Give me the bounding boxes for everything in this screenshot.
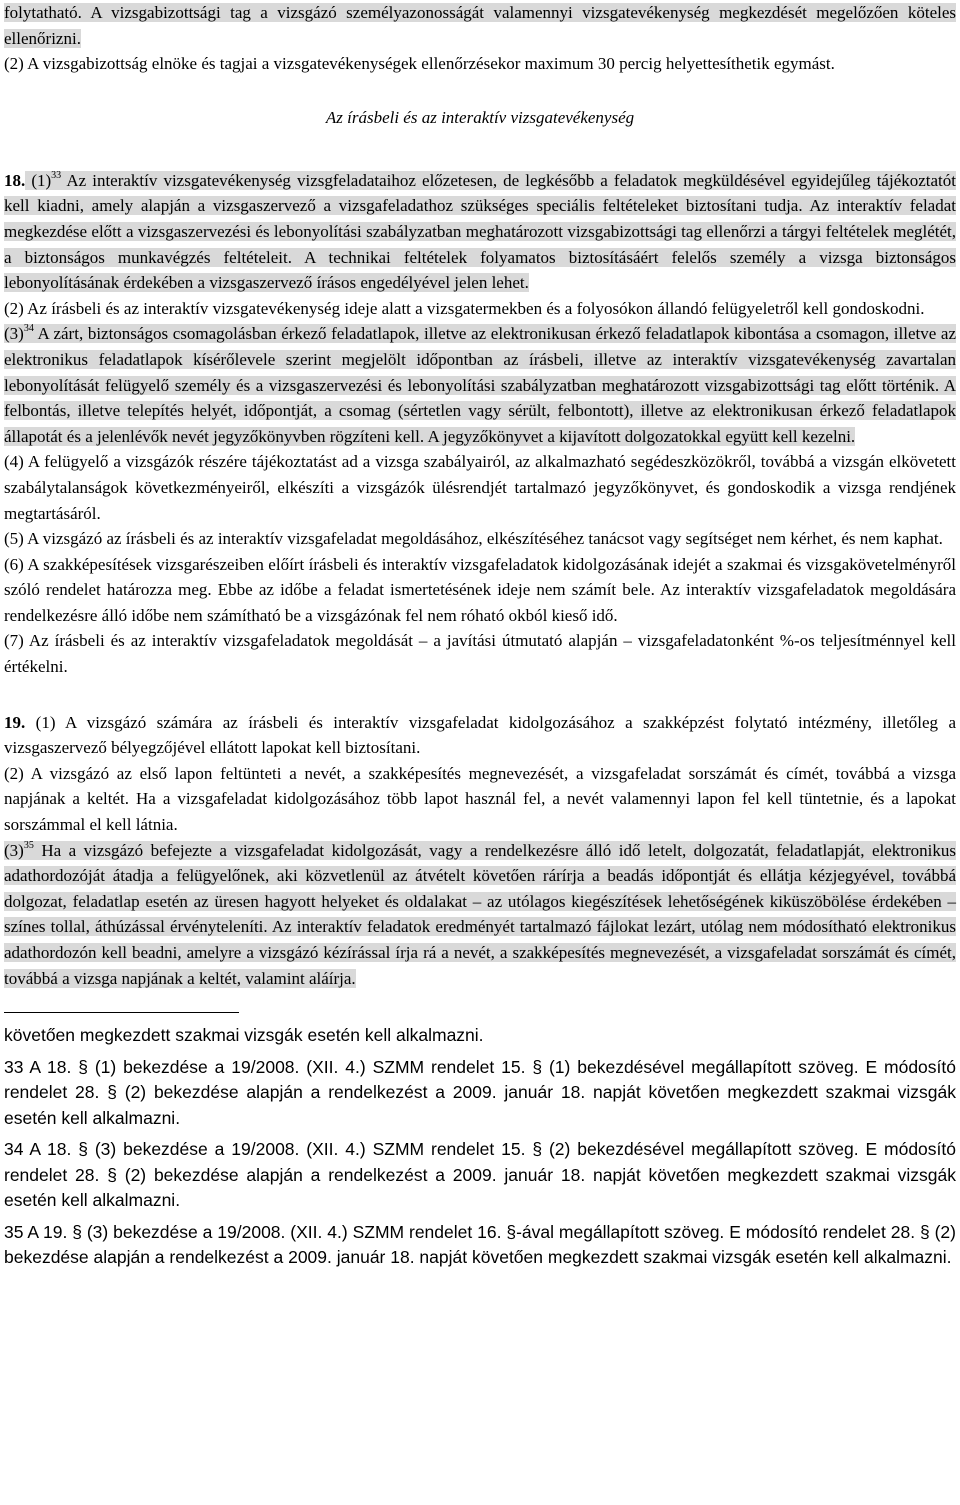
paragraph-18-4: (4) A felügyelő a vizsgázók részére tájékoztatást ad a vizsga szabályairól, az alkalmazható segédeszközökről, továbbá a vizsgán elkövetett szabálytalanságok következményeiről, elkészíti a vizsgázók ülésrendjét tartalmazó jegyzőkönyvet, és gondoskodik a vizsga rendjének megtartásáról. xyxy=(4,452,956,523)
highlighted-text-18-3: $(3)^{34}$ A zárt, biztonságos csomagolásban érkező feladatlapok, illetve az elektronikusan érkező feladatlapok kibontása a csomagon, illetve az elektronikus feladatlapok kísérőlevele szerint megjelölt időpontban az írásbeli, illetve az interaktív vizsgatevékenység zavartalan lebonyolítását felügyelő személy és a vizsgaszervezési és lebonyolítási szabályzatban meghatározott vizsgabizottsági tag előtt történik. A felbontás, illetve telepítés helyét, időpontját, a csomag (sértetlen vagy sérült, felbontott), illetve az elektronikusan érkező feladatlapok állapotát és a jelenlévők nevét jegyzőkönyvben rögzíteni kell. A jegyzőkönyvet a kijavított dolgozatokkal együtt kell kezelni. xyxy=(4,323,957,446)
paragraph-18-5: (5) A vizsgázó az írásbeli és az interaktív vizsgafeladat megoldásához, elkészítéséhez tanácsot vagy segítséget nem kérhet, és nem kaphat. xyxy=(4,529,943,549)
section-heading: Az írásbeli és az interaktív vizsgatevékenység xyxy=(325,107,635,127)
highlighted-text-18-1b: Az interaktív feladat megkezdése előtt a vizsgaszervezési és lebonyolítási szabályzatban meghatározott vizsgabizottsági tag ellenőrzi a tárgyi feltételek meglétét, a biztonságos munkavégzés feltételeit. A technikai feltételek folyamatos biztosításáért felelős személy a vizsga biztonságos lebonyolításának érdekében a vizsgaszervező írásos engedélyével jelen lehet. xyxy=(4,196,956,293)
continued-paragraph xyxy=(4,0,956,51)
highlighted-text-18-1: $(1)^{33}$ Az interaktív vizsgatevékenység vizsgfeladataihoz előzetesen, de legkésőbb a feladatok megküldésével egyidejűleg tájékoztatót kell kiadni, amely alapján a vizsgaszervező a vizsgafeladathoz szükséges speciális feltételeket biztosítani tudja. xyxy=(4,169,957,216)
paragraph-18-2: (2) Az írásbeli és az interaktív vizsgatevékenység ideje alatt a vizsgatermekben és a folyosókon állandó felügyeletről kell gondoskodni. xyxy=(4,298,925,318)
footnote-33: 33 A 18. § (1) bekezdése a 19/2008. (XII. 4.) SZMM rendelet 15. § (1) bekezdésével megállapított szöveg. E módosító rendelet 28. § (2) bekezdése alapján a rendelkezést a 2009. január 18. napját követően megkezdett szakmai vizsgák esetén kell alkalmazni. xyxy=(4,1056,956,1128)
footnote-continuation: követően megkezdett szakmai vizsgák esetén kell alkalmazni. xyxy=(4,1025,484,1046)
section-number-19: 19. xyxy=(4,712,26,732)
footnote-divider xyxy=(4,1012,239,1013)
footnote-35: 35 A 19. § (3) bekezdése a 19/2008. (XII. 4.) SZMM rendelet 16. §-ával megállapított szöveg. E módosító rendelet 28. § (2) bekezdése alapján a rendelkezést a 2009. január 18. napját követően megkezdett szakmai vizsgák esetén kell alkalmazni. xyxy=(4,1221,956,1268)
spacer xyxy=(4,680,956,710)
paragraph-18-3 xyxy=(4,321,956,449)
paragraph-18-6: (6) A szakképesítések vizsgarészeiben előírt írásbeli és interaktív vizsgafeladatok kidolgozásának idejét a szakmai és vizsgakövetelményről szóló rendelet határozza meg. Ebbe az időbe a feladat ismertetésének ideje nem számít bele. Az interaktív vizsgafeladatok megoldására rendelkezésre álló időbe nem számítható be a vizsgázónak fel nem róható okból kieső idő. xyxy=(4,554,956,625)
footnote-ref-33[interactable]: 33 xyxy=(51,169,62,181)
paragraph-18-7: (7) Az írásbeli és az interaktív vizsgafeladatok megoldását – a javítási útmutató alapján – vizsgafeladatonként %-os teljesítménnyel kell értékelni. xyxy=(4,631,956,677)
paragraph-19-2: (2) A vizsgázó az első lapon feltünteti a nevét, a szakképesítés megnevezését, a vizsgafeladat sorszámát és címét, továbbá a vizsga napjának a keltét. Ha a vizsgafeladat kidolgozásához több lapot használ fel, a nevét valamennyi lapon fel kell tüntetnie, és a lapokat sorszámmal el kell látnia. xyxy=(4,763,956,835)
section-number-18: 18. xyxy=(4,170,26,190)
footnote-34: 34 A 18. § (3) bekezdése a 19/2008. (XII. 4.) SZMM rendelet 15. § (2) bekezdésével megállapított szöveg. E módosító rendelet 28. § (2) bekezdése alapján a rendelkezést a 2009. január 18. napját követően megkezdett szakmai vizsgák esetén kell alkalmazni. xyxy=(4,1139,956,1211)
paragraph-18-1 xyxy=(4,168,956,296)
paragraph-19-1: 19. (1) A vizsgázó számára az írásbeli és interaktív vizsgafeladat kidolgozásához a szakképzést folytató intézmény, illetőleg a vizsgaszervező bélyegzőjével ellátott lapokat kell biztosítani. xyxy=(4,712,956,758)
paragraph-17-2: (2) A vizsgabizottság elnöke és tagjai a vizsgatevékenységek ellenőrzésekor maximum 30 percig helyettesíthetik egymást. xyxy=(4,54,835,74)
footnote-ref-34[interactable]: 34 xyxy=(23,323,34,335)
highlighted-text: folytatható. A vizsgabizottsági tag a vizsgázó személyazonosságát valamennyi vizsgatevékenység megkezdését megelőzően köteles ellenőrizni. xyxy=(4,3,956,48)
paragraph-19-3 xyxy=(4,838,956,992)
footnote-ref-35[interactable]: 35 xyxy=(23,839,34,851)
highlighted-text-19-3: $(3)^{35}$ Ha a vizsgázó befejezte a vizsgafeladat kidolgozását, vagy a rendelkezésre álló idő letelt, dolgozatát, feladatlapját, elektronikus adathordozóját átadja a felügyelőnek, aki közvetlenül az átvételt követően rárírja a beadás időpontját és ellátja kézjegyével, továbbá dolgozat, feladatlap esetén az üresen hagyott helyeket és oldalakat – az utólagos kiegészítések lehetőségének kiküszöbölése érdekében – színes tollal, áthúzással érvényteleníti. Az interaktív feladatok eredményét tartalmazó fájlokat lezárt, utólag nem módosítható elektronikus adathordozón kell beadni, amelyre a vizsgázó kézírással írja rá a nevét, a szakképesítés megnevezését, a vizsgafeladat sorszámát és címét, továbbá a vizsga napjának a keltét, valamint aláírja. xyxy=(4,839,956,988)
